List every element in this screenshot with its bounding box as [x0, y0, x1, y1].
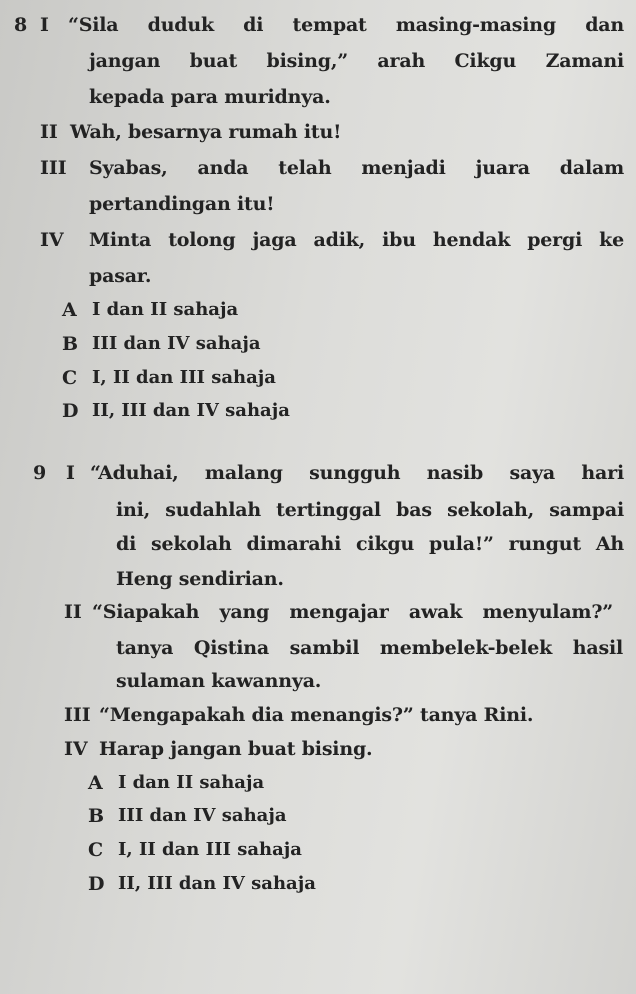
q8-item-1-line-3: kepada para muridnya. — [89, 86, 331, 108]
q9-option-c-text: I, II dan III sahaja — [118, 839, 302, 860]
q8-option-c-text: I, II dan III sahaja — [92, 367, 276, 388]
q8-item-3-line-2: pertandingan itu! — [89, 193, 275, 215]
q8-item-2-line-1: Wah, besarnya rumah itu! — [70, 121, 342, 143]
q9-option-b-letter: B — [88, 805, 105, 827]
q8-option-a-text: I dan II sahaja — [92, 299, 239, 320]
q9-item-4-line-1: Harap jangan buat bising. — [99, 738, 373, 760]
q8-option-d-letter: D — [62, 400, 79, 422]
q9-option-b-text: III dan IV sahaja — [118, 805, 287, 826]
q9-item-3-roman: III — [64, 704, 91, 726]
q9-item-2-line-2: tanya Qistina sambil membelek-belek hasil — [116, 637, 623, 659]
q8-item-4-roman: IV — [40, 229, 64, 251]
q8-item-3-roman: III — [40, 157, 67, 179]
q8-option-a-letter: A — [62, 299, 77, 321]
question-8-number: 8 — [14, 14, 28, 36]
q8-option-c-letter: C — [62, 367, 78, 389]
q8-option-b-text: III dan IV sahaja — [92, 333, 261, 354]
q8-item-3-line-1: Syabas, anda telah menjadi juara dalam — [89, 157, 624, 179]
q8-item-2-roman: II — [40, 121, 58, 143]
q8-item-4-line-1: Minta tolong jaga adik, ibu hendak pergi ke — [89, 229, 624, 251]
q8-option-d-text: II, III dan IV sahaja — [92, 400, 290, 421]
q9-item-2-line-1: “Siapakah yang mengajar awak menyulam?” — [92, 601, 613, 623]
q9-item-2-roman: II — [64, 601, 82, 623]
q8-item-1-line-2: jangan buat bising,” arah Cikgu Zamani — [89, 50, 624, 72]
q8-item-1-roman: I — [40, 14, 49, 36]
q9-item-1-line-3: di sekolah dimarahi cikgu pula!” rungut Ah — [116, 533, 624, 555]
q9-item-4-roman: IV — [64, 738, 88, 760]
q9-option-a-letter: A — [88, 772, 103, 794]
q9-option-a-text: I dan II sahaja — [118, 772, 265, 793]
q8-item-4-line-2: pasar. — [89, 265, 152, 287]
question-9-number: 9 — [33, 462, 47, 484]
q9-option-c-letter: C — [88, 839, 104, 861]
q8-item-1-line-1: “Sila duduk di tempat masing-masing dan — [68, 14, 624, 36]
q9-option-d-letter: D — [88, 873, 105, 895]
q9-item-1-line-2: ini, sudahlah tertinggal bas sekolah, sampai — [116, 499, 624, 521]
q9-option-d-text: II, III dan IV sahaja — [118, 873, 316, 894]
q8-option-b-letter: B — [62, 333, 79, 355]
q9-item-3-line-1: “Mengapakah dia menangis?” tanya Rini. — [99, 704, 534, 726]
q9-item-1-line-4: Heng sendirian. — [116, 568, 284, 590]
q9-item-2-line-3: sulaman kawannya. — [116, 670, 322, 692]
q9-item-1-line-1: “Aduhai, malang sungguh nasib saya hari — [90, 462, 624, 484]
q9-item-1-roman: I — [66, 462, 75, 484]
